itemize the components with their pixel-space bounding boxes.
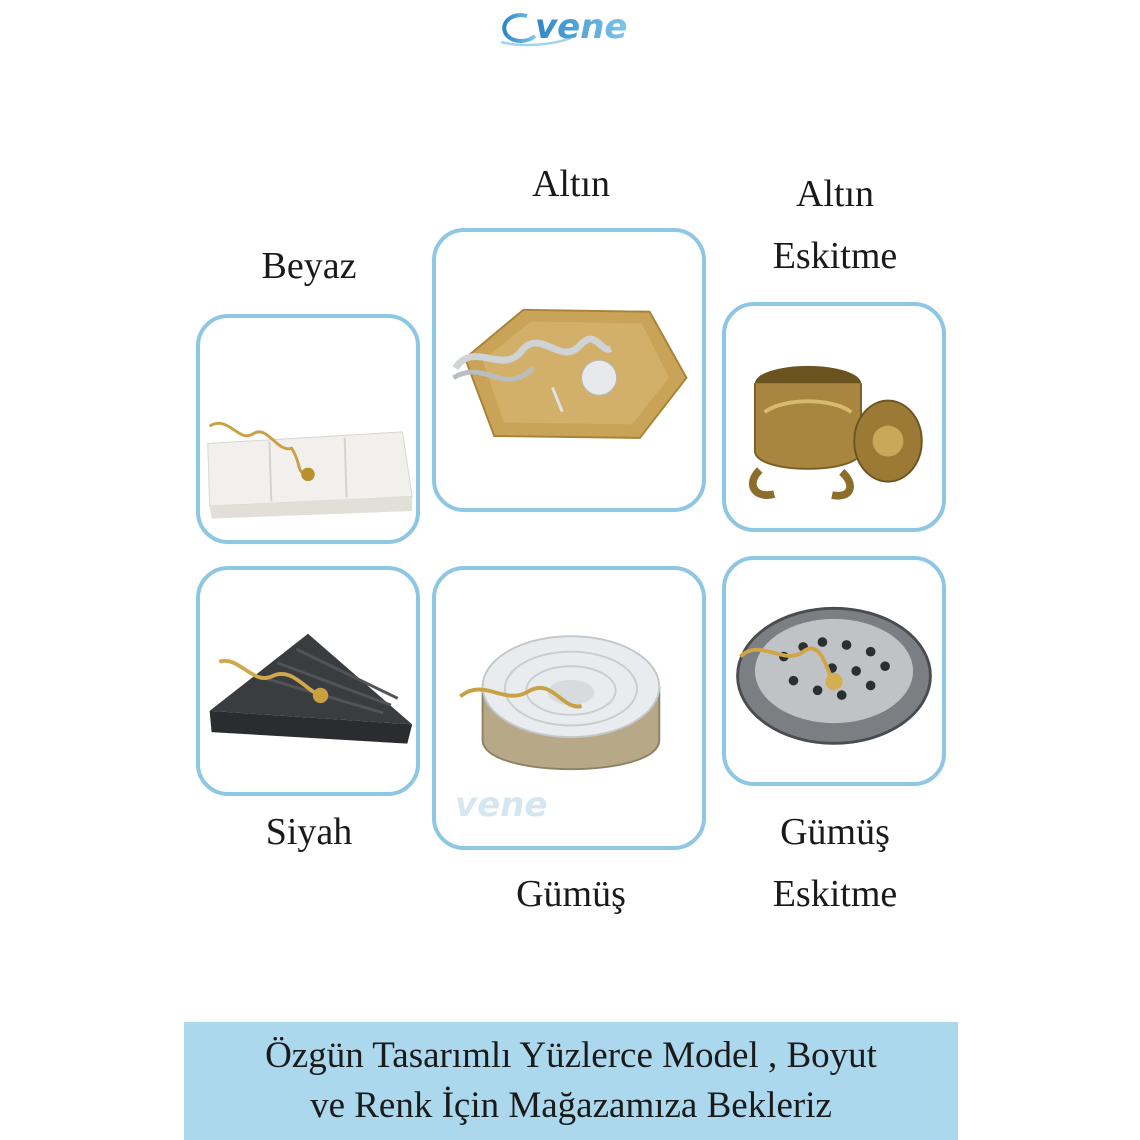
gold-hexagon-tray-image: [436, 232, 702, 508]
white-tray-image: [200, 318, 416, 540]
product-tile-siyah[interactable]: [196, 566, 420, 796]
label-altin-eskitme-2: Eskitme: [772, 235, 898, 277]
banner-line-1: Özgün Tasarımlı Yüzlerce Model , Boyut: [265, 1035, 877, 1076]
watermark-logo: vene: [455, 785, 548, 825]
banner-line-2: ve Renk İçin Mağazamıza Bekleriz: [310, 1085, 832, 1126]
product-tile-beyaz[interactable]: [196, 314, 420, 544]
product-tile-gumus-eskitme[interactable]: [722, 556, 946, 786]
mosaic-plate-image: [726, 560, 942, 782]
store-banner: [184, 1022, 958, 1140]
label-altin: Altın: [531, 163, 611, 205]
black-triangle-tray-image: [200, 570, 416, 792]
brand-logo-text: vene: [535, 7, 628, 47]
product-tile-altin[interactable]: [432, 228, 706, 512]
label-gumus-eskitme-2: Eskitme: [772, 873, 898, 915]
antique-gold-box-image: [726, 306, 942, 528]
label-gumus: Gümüş: [516, 873, 626, 915]
product-tile-altin-eskitme[interactable]: [722, 302, 946, 532]
brand-logo: [495, 2, 665, 52]
label-altin-eskitme-1: Altın: [795, 173, 875, 215]
label-siyah: Siyah: [265, 811, 353, 853]
label-gumus-eskitme-1: Gümüş: [780, 811, 890, 853]
label-beyaz: Beyaz: [261, 245, 357, 287]
